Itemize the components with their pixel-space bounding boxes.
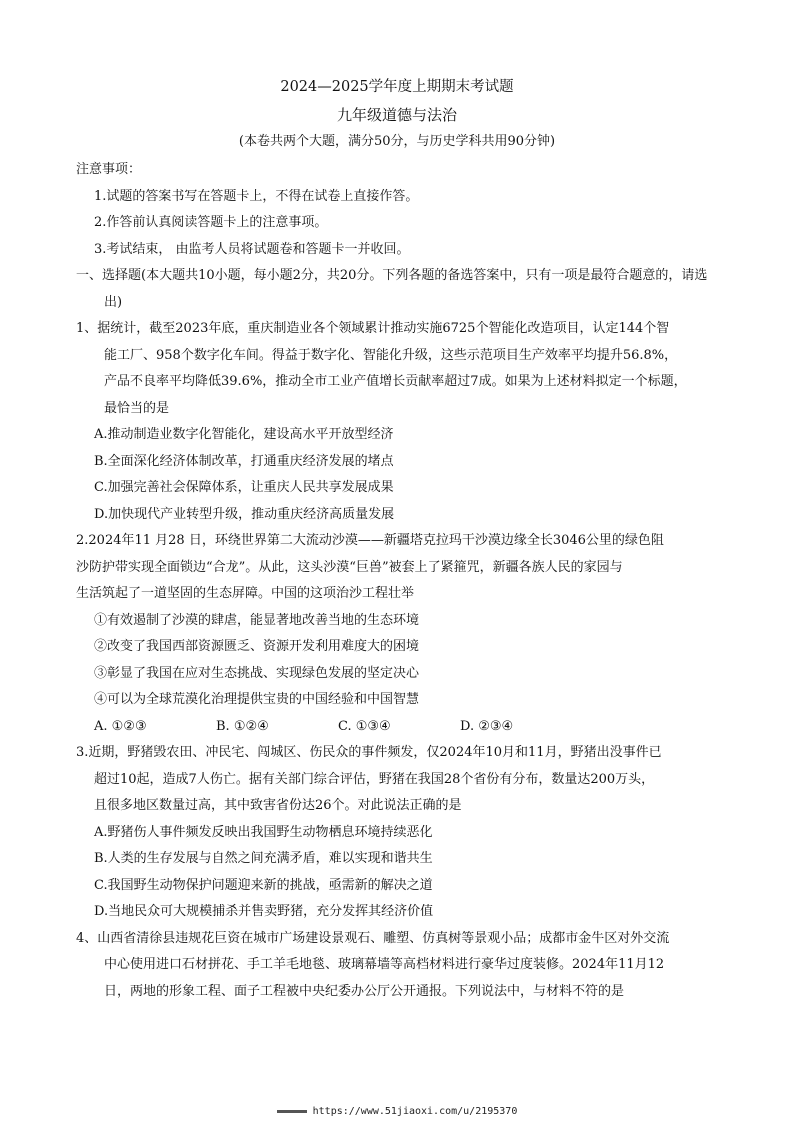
page-footer	[0, 1106, 794, 1117]
question-1	[76, 316, 718, 528]
section-heading: 一、选择题(本大题共10小题，每小题2分，共20分。下列各题的备选答案中，只有一项是最符合题意的，请选出)	[76, 268, 708, 310]
question-stem-line: 4、山西省清徐县违规花巨资在城市广场建设景观石、雕塑、仿真树等景观小品；成都市金牛区对外交流	[76, 930, 670, 946]
answer-option: D.当地民众可大规模捕杀并售卖野猪，充分发挥其经济价值	[94, 904, 434, 919]
answer-option: A.推动制造业数字化智能化，建设高水平开放型经济	[94, 427, 394, 442]
notice-item: 2.作答前认真阅读答题卡上的注意事项。	[94, 215, 328, 230]
question-stem-line: 沙防护带实现全面锁边“合龙”。从此，这头沙漠“巨兽”被套上了紧箍咒，新疆各族人民的家园与	[76, 559, 623, 575]
exam-subject: 九年级道德与法治	[336, 106, 457, 124]
answer-option: C.我国野生动物保护问题迎来新的挑战，亟需新的解决之道	[94, 877, 433, 893]
question-stem-line: 超过10起，造成7人伤亡。据有关部门综合评估，野猪在我国28个省份有分布，数量达200万头，	[94, 771, 655, 787]
question-stem-line: 中心使用进口石材拼花、手工羊毛地毯、玻璃幕墙等高档材料进行豪华过度装修。2024年11月12	[104, 957, 665, 972]
answer-option: D.加快现代产业转型升级，推动重庆经济高质量发展	[94, 506, 395, 522]
notice-item: 3.考试结束， 由监考人员将试题卷和答题卡一并收回。	[94, 241, 410, 257]
statement: ②改变了我国西部资源匮乏、资源开发利用难度大的困境	[94, 639, 420, 654]
answer-option: D. ②③④	[460, 718, 514, 734]
answer-option: B. ①②④	[216, 718, 269, 734]
question-stem-line: 能工厂、958个数字化车间。得益于数字化、智能化升级，这些示范项目生产效率平均提升56.8%，	[104, 347, 678, 363]
footer-logo-icon	[277, 1110, 307, 1113]
answer-options-row	[76, 714, 718, 741]
answer-option: C. ①③④	[338, 718, 391, 734]
footer-link[interactable]: https://www.51jiaoxi.com/u/2195370	[312, 1106, 518, 1117]
statement: ④可以为全球荒漠化治理提供宝贵的中国经验和中国智慧	[94, 692, 420, 707]
answer-option: B.全面深化经济体制改革，打通重庆经济发展的堵点	[94, 453, 394, 469]
answer-option: B.人类的生存发展与自然之间充满矛盾，难以实现和谐共生	[94, 851, 433, 866]
question-2	[76, 528, 718, 740]
question-stem-line: 产品不良率平均降低39.6%，推动全市工业产值增长贡献率超过7成。如果为上述材料拟定一个标题，	[104, 374, 687, 389]
exam-note: (本卷共两个大题，满分50分，与历史学科共用90分钟)	[238, 134, 556, 149]
answer-option: A.野猪伤人事件频发反映出我国野生动物栖息环境持续恶化	[94, 824, 433, 840]
question-stem-line: 生活筑起了一道坚固的生态屏障。中国的这项治沙工程壮举	[76, 586, 415, 601]
notice-section	[76, 157, 718, 263]
question-4	[76, 926, 718, 1006]
answer-option: C.加强完善社会保障体系，让重庆人民共享发展成果	[94, 480, 394, 495]
question-stem-line: 最恰当的是	[104, 400, 170, 416]
question-stem-line: 且很多地区数量过高，其中致害省份达26个。对此说法正确的是	[94, 798, 462, 813]
statement: ①有效遏制了沙漠的肆虐，能显著地改善当地的生态环境	[94, 612, 420, 628]
answer-option: A. ①②③	[94, 718, 147, 734]
statement: ③彰显了我国在应对生态挑战、实现绿色发展的坚定决心	[94, 665, 420, 681]
question-stem-line: 2.2024年11 月28 日，环绕世界第二大流动沙漠——新疆塔克拉玛干沙漠边缘全长3046公里的绿色阻	[76, 533, 664, 548]
question-3	[76, 740, 718, 926]
question-stem-line: 日，两地的形象工程、面子工程被中央纪委办公厅公开通报。下列说法中，与材料不符的是	[104, 983, 625, 999]
question-stem-line: 3.近期，野猪毁农田、冲民宅、闯城区、伤民众的事件频发，仅2024年10月和11月，野猪出没事件已	[76, 745, 662, 760]
notice-heading: 注意事项：	[76, 162, 142, 177]
notice-item: 1.试题的答案书写在答题卡上，不得在试卷上直接作答。	[94, 188, 419, 204]
exam-title: 2024—2025学年度上期期末考试题	[280, 79, 514, 95]
question-stem-line: 1、据统计，截至2023年底，重庆制造业各个领域累计推动实施6725个智能化改造项目，认定144个智	[76, 321, 670, 336]
